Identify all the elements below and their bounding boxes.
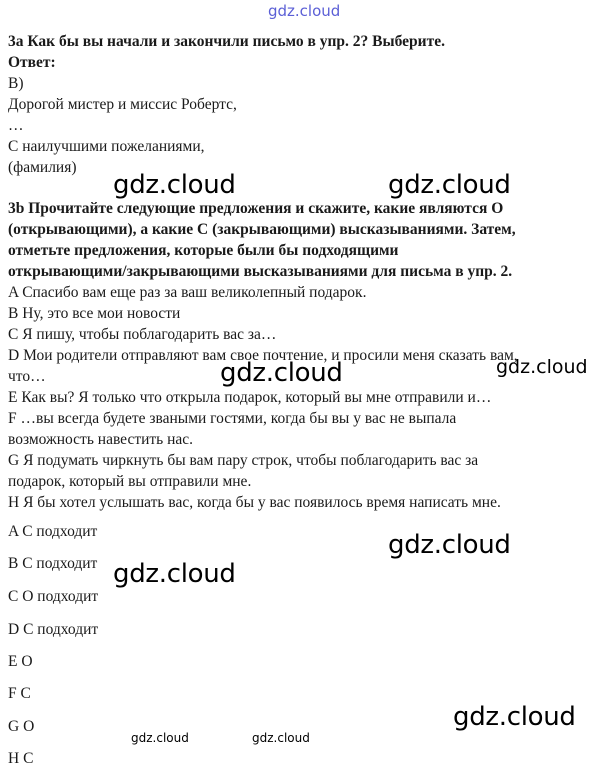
answer-item: F C	[8, 685, 31, 702]
watermark: gdz.cloud	[220, 358, 343, 388]
answer-line: …	[8, 117, 24, 134]
answer-line: (фамилия)	[8, 159, 77, 176]
answer-item: A C подходит	[8, 523, 98, 540]
watermark: gdz.cloud	[496, 356, 588, 378]
watermark: gdz.cloud	[453, 702, 576, 732]
answer-item: E O	[8, 653, 33, 670]
sentence-line: G Я подумать чиркнуть бы вам пару строк, чтобы поблагодарить вас за	[8, 452, 479, 469]
watermark: gdz.cloud	[388, 530, 511, 560]
task-3a-title: 3a Как бы вы начали и закончили письмо в упр. 2? Выберите.	[8, 33, 445, 50]
task-3b-title-line: отметьте предложения, которые были бы подходящими	[8, 242, 399, 259]
answer-item: B C подходит	[8, 555, 98, 572]
answer-item: G O	[8, 718, 35, 735]
answer-line: Дорогой мистер и миссис Робертс,	[8, 96, 237, 113]
answer-line: С наилучшими пожеланиями,	[8, 138, 205, 155]
watermark-small: gdz.cloud	[252, 731, 310, 745]
sentence-line: D Мои родители отправляют вам свое почтение, и просили меня сказать вам,	[8, 347, 518, 364]
watermark-small: gdz.cloud	[131, 731, 189, 745]
answer-label: Ответ:	[8, 54, 56, 71]
answer-item: D C подходит	[8, 621, 99, 638]
watermark: gdz.cloud	[388, 170, 511, 200]
sentence-line: F …вы всегда будете зваными гостями, когда бы вы у вас не выпала	[8, 410, 457, 427]
answer-item: H C	[8, 750, 34, 767]
task-3b-title-line: открывающими/закрывающими высказываниями для письма в упр. 2.	[8, 263, 513, 280]
sentence-line: подарок, который вы отправили мне.	[8, 473, 252, 490]
answer-item: C O подходит	[8, 588, 99, 605]
task-3b-title-line: 3b Прочитайте следующие предложения и скажите, какие являются O	[8, 200, 504, 217]
answer-line: В)	[8, 75, 24, 92]
sentence-line: B Ну, это все мои новости	[8, 305, 181, 322]
sentence-line: C Я пишу, чтобы поблагодарить вас за…	[8, 326, 277, 343]
sentence-line: E Как вы? Я только что открыла подарок, который вы мне отправили и…	[8, 389, 492, 406]
sentence-line: H Я бы хотел услышать вас, когда бы у вас появилось время написать мне.	[8, 494, 501, 511]
sentence-line: A Спасибо вам еще раз за ваш великолепный подарок.	[8, 284, 367, 301]
watermark: gdz.cloud	[113, 170, 236, 200]
sentence-line: что…	[8, 368, 46, 385]
watermark-top: gdz.cloud	[268, 2, 341, 20]
watermark: gdz.cloud	[113, 559, 236, 589]
task-3b-title-line: (открывающими), а какие C (закрывающими) высказываниями. Затем,	[8, 221, 516, 238]
sentence-line: возможность навестить нас.	[8, 431, 194, 448]
